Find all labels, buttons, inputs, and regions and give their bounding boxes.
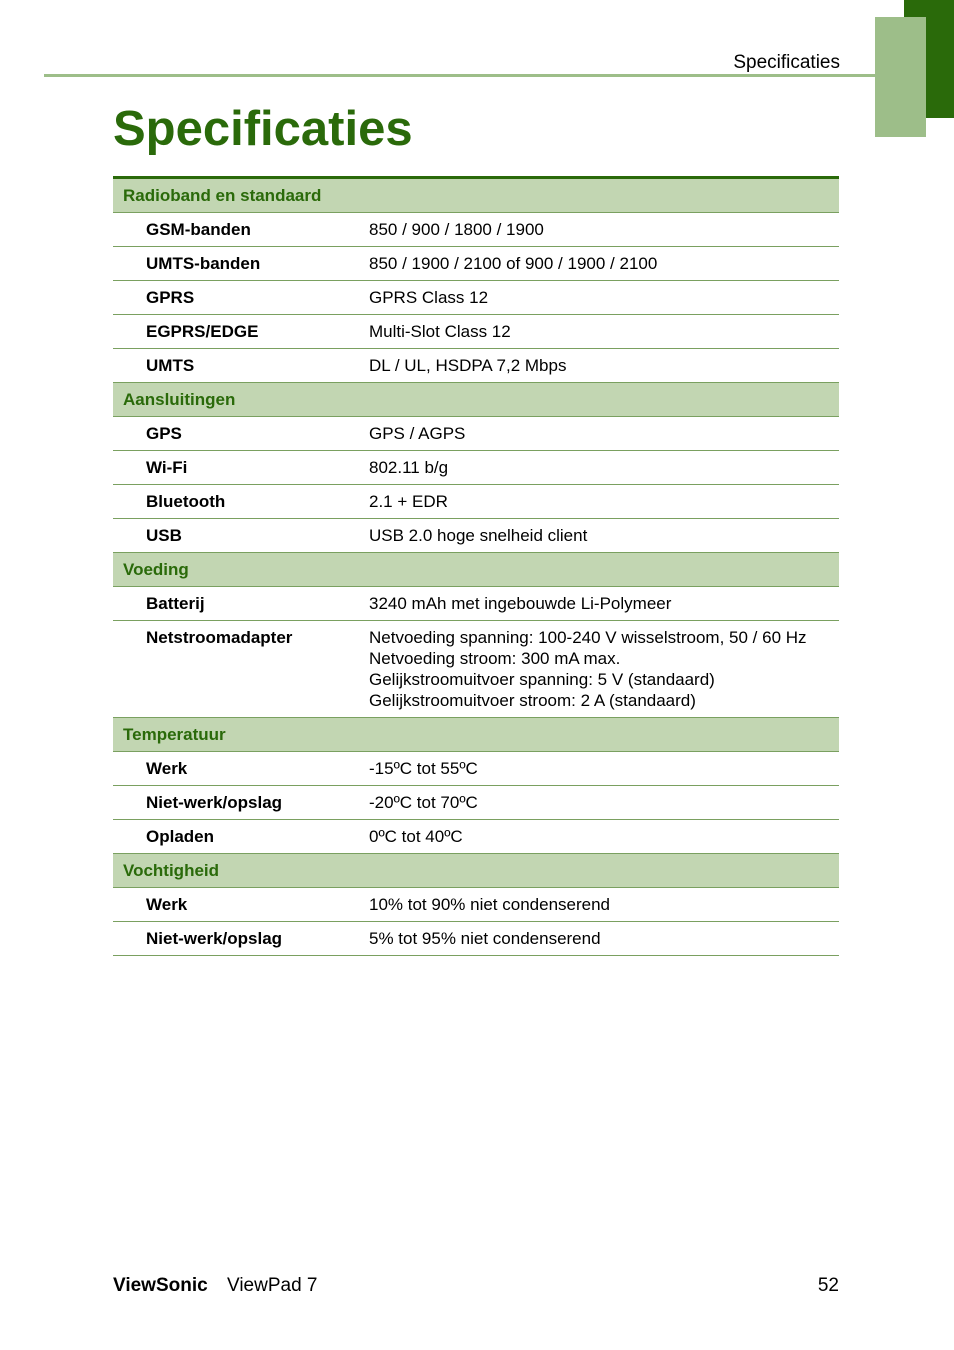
spec-label: Batterij	[113, 587, 369, 621]
spec-value: 802.11 b/g	[369, 451, 839, 485]
footer-model: ViewPad 7	[227, 1275, 318, 1296]
table-row	[113, 587, 839, 621]
spec-label: UMTS-banden	[113, 247, 369, 281]
section-title: Radioband en standaard	[113, 178, 839, 213]
table-row	[113, 752, 839, 786]
section-header	[113, 553, 839, 587]
table-row	[113, 888, 839, 922]
section-header	[113, 178, 839, 213]
spec-value: 10% tot 90% niet condenserend	[369, 888, 839, 922]
header-rule	[44, 74, 875, 77]
spec-value: DL / UL, HSDPA 7,2 Mbps	[369, 349, 839, 383]
footer-brand: ViewSonic	[113, 1275, 208, 1296]
page-number: 52	[817, 1275, 839, 1296]
spec-value: -15ºC tot 55ºC	[369, 752, 839, 786]
spec-value-line: Netvoeding spanning: 100-240 V wisselstroom, 50 / 60 Hz	[369, 628, 807, 647]
section-header	[113, 854, 839, 888]
table-row	[113, 621, 839, 718]
table-row	[113, 922, 839, 956]
spec-label: Werk	[113, 752, 369, 786]
page-title: Specificaties	[113, 102, 413, 156]
table-row	[113, 213, 839, 247]
spec-value: 5% tot 95% niet condenserend	[369, 922, 839, 956]
spec-label: UMTS	[113, 349, 369, 383]
section-header	[113, 383, 839, 417]
table-row	[113, 519, 839, 553]
spec-value: GPS / AGPS	[369, 417, 839, 451]
spec-label: Wi-Fi	[113, 451, 369, 485]
spec-value-line: Gelijkstroomuitvoer stroom: 2 A (standaard)	[369, 691, 696, 710]
spec-value: 2.1 + EDR	[369, 485, 839, 519]
table-row	[113, 417, 839, 451]
table-row	[113, 451, 839, 485]
spec-label: EGPRS/EDGE	[113, 315, 369, 349]
spec-label: Niet-werk/opslag	[113, 786, 369, 820]
section-title: Temperatuur	[113, 718, 839, 752]
spec-value: USB 2.0 hoge snelheid client	[369, 519, 839, 553]
spec-label: GPS	[113, 417, 369, 451]
spec-table	[113, 176, 839, 956]
spec-label: Werk	[113, 888, 369, 922]
table-row	[113, 315, 839, 349]
section-header	[113, 718, 839, 752]
spec-value: 0ºC tot 40ºC	[369, 820, 839, 854]
spec-value-multiline	[369, 621, 839, 718]
spec-label: GPRS	[113, 281, 369, 315]
running-header: Specificaties	[733, 52, 840, 73]
spec-value-line: Netvoeding stroom: 300 mA max.	[369, 649, 621, 668]
table-row	[113, 247, 839, 281]
spec-label: GSM-banden	[113, 213, 369, 247]
spec-label: USB	[113, 519, 369, 553]
spec-label: Niet-werk/opslag	[113, 922, 369, 956]
spec-value: 850 / 1900 / 2100 of 900 / 1900 / 2100	[369, 247, 839, 281]
table-row	[113, 786, 839, 820]
spec-value: 3240 mAh met ingebouwde Li-Polymeer	[369, 587, 839, 621]
spec-value: Multi-Slot Class 12	[369, 315, 839, 349]
section-title: Vochtigheid	[113, 854, 839, 888]
spec-value-line: Gelijkstroomuitvoer spanning: 5 V (standaard)	[369, 670, 715, 689]
table-row	[113, 349, 839, 383]
spec-value: GPRS Class 12	[369, 281, 839, 315]
spec-value: -20ºC tot 70ºC	[369, 786, 839, 820]
spec-label: Bluetooth	[113, 485, 369, 519]
section-title: Voeding	[113, 553, 839, 587]
spec-label: Netstroomadapter	[113, 621, 369, 718]
spec-label: Opladen	[113, 820, 369, 854]
corner-tab-light	[875, 17, 926, 137]
spec-value: 850 / 900 / 1800 / 1900	[369, 213, 839, 247]
table-row	[113, 820, 839, 854]
table-row	[113, 281, 839, 315]
table-row	[113, 485, 839, 519]
section-title: Aansluitingen	[113, 383, 839, 417]
